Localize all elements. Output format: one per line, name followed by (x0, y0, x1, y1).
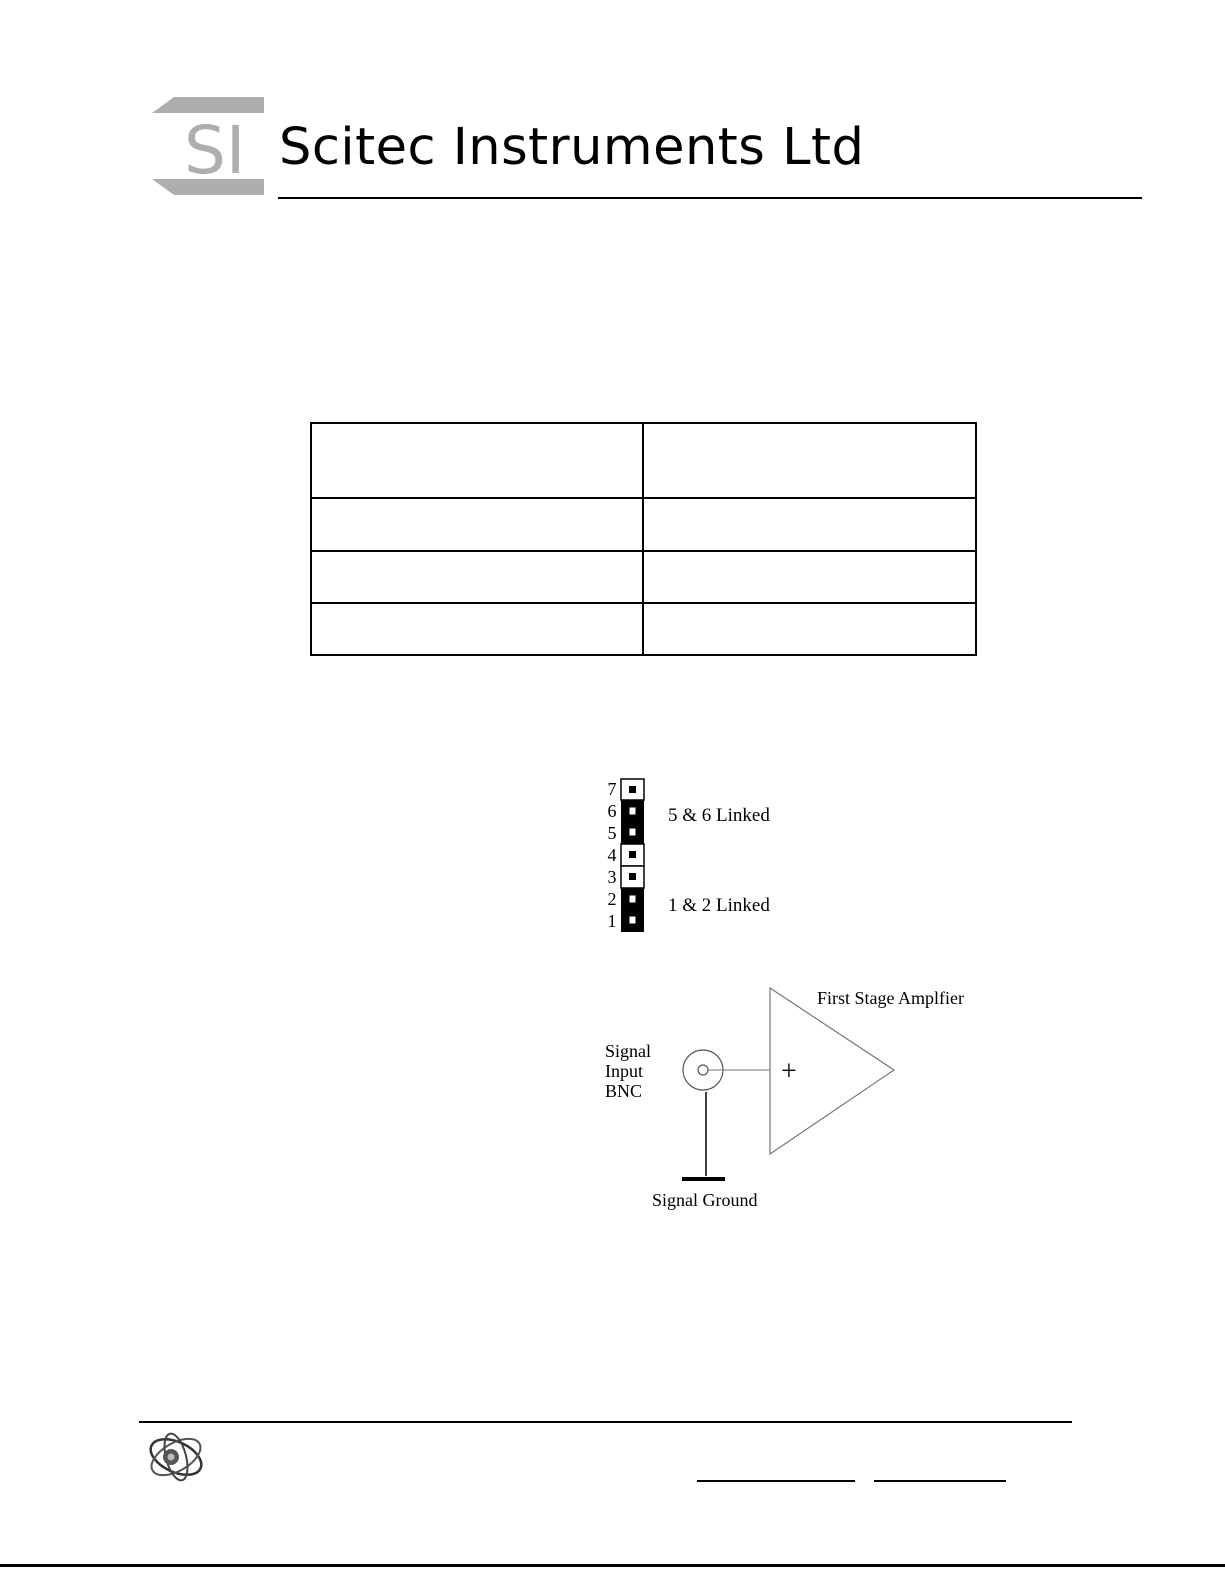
footer-atom-logo-icon (146, 1424, 212, 1486)
si-logo-icon (152, 97, 264, 195)
table-row (311, 498, 976, 550)
pin-label-4: 4 (607, 845, 617, 865)
amplifier-title: First Stage Amplfier (817, 988, 964, 1008)
table-row (311, 603, 976, 655)
footer-rule (139, 1421, 1072, 1423)
plus-input-sign: + (781, 1056, 797, 1087)
logo-letters: SI (184, 112, 246, 189)
signal-input-label-2: Input (605, 1061, 643, 1081)
header-rule (278, 197, 1142, 199)
pin-label-5: 5 (607, 823, 617, 843)
table-row (311, 551, 976, 603)
footer-link-underline-1 (697, 1480, 855, 1482)
jumper-header-diagram (618, 776, 648, 936)
pin-label-7: 7 (607, 779, 617, 799)
pin-label-1: 1 (607, 911, 617, 931)
table-row (311, 423, 976, 498)
footer-link-underline-2 (874, 1480, 1006, 1482)
pin-label-3: 3 (607, 867, 617, 887)
pin-label-2: 2 (607, 889, 617, 909)
spec-table (310, 422, 977, 656)
page-bottom-edge (0, 1564, 1225, 1567)
signal-ground-label: Signal Ground (652, 1190, 758, 1210)
link-label-5-6: 5 & 6 Linked (668, 805, 770, 826)
pin-label-6: 6 (607, 801, 617, 821)
signal-input-label-3: BNC (605, 1081, 643, 1101)
signal-input-label-1: Signal (605, 1041, 652, 1061)
link-label-1-2: 1 & 2 Linked (668, 895, 770, 916)
company-name: Scitec Instruments Ltd (279, 118, 865, 177)
